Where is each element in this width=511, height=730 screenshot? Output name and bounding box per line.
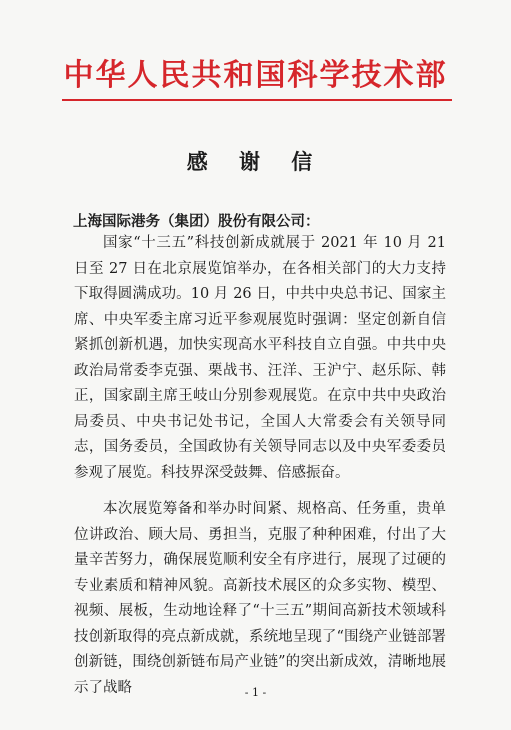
salutation: 上海国际港务（集团）股份有限公司： [73, 213, 320, 230]
header-rule [62, 99, 452, 101]
letter-title: 感 谢 信 [186, 149, 325, 174]
body-paragraph-2: 本次展览筹备和举办时间紧、规格高、任务重，贵单位讲政治、顾大局、勇担当，克服了种种困难，付出了大量辛苦努力，确保展览顺利安全有序进行，展现了过硬的专业素质和精神风貌。高新技术展区的众多实物、模型、视频、展板，生动地诠释了“十三五”期间高新技术领域科技创新取得的亮点新成就，系统地呈现了“围绕产业链部署创新链，围绕创新链布局产业链”的突出新成效，清晰地展示了战略 [74, 501, 446, 696]
ministry-header: 中华人民共和国科学技术部 [63, 58, 448, 93]
page-number: - 1 - [244, 686, 267, 699]
body-paragraph-1: 国家“十三五”科技创新成就展于 2021 年 10 月 21 日至 27 日在北京展览馆举办，在各相关部门的大力支持下取得圆满成功。10 月 26 日，中共中央总书记、国家主席、中央军委主席习近平参观展览时强调：坚定创新自信紧抓创新机遇，加快实现高水平科技自立自强。中共中央政治局常委李克强、栗战书、汪洋、王沪宁、赵乐际、韩正，国家副主席王岐山分别参观展览。在京中共中央政治局委员、中央书记处书记，全国人大常委会有关领导同志，国务委员，全国政协有关领导同志以及中央军委委员参观了展览。科技界深受鼓舞、倍感振奋。 [74, 235, 446, 481]
